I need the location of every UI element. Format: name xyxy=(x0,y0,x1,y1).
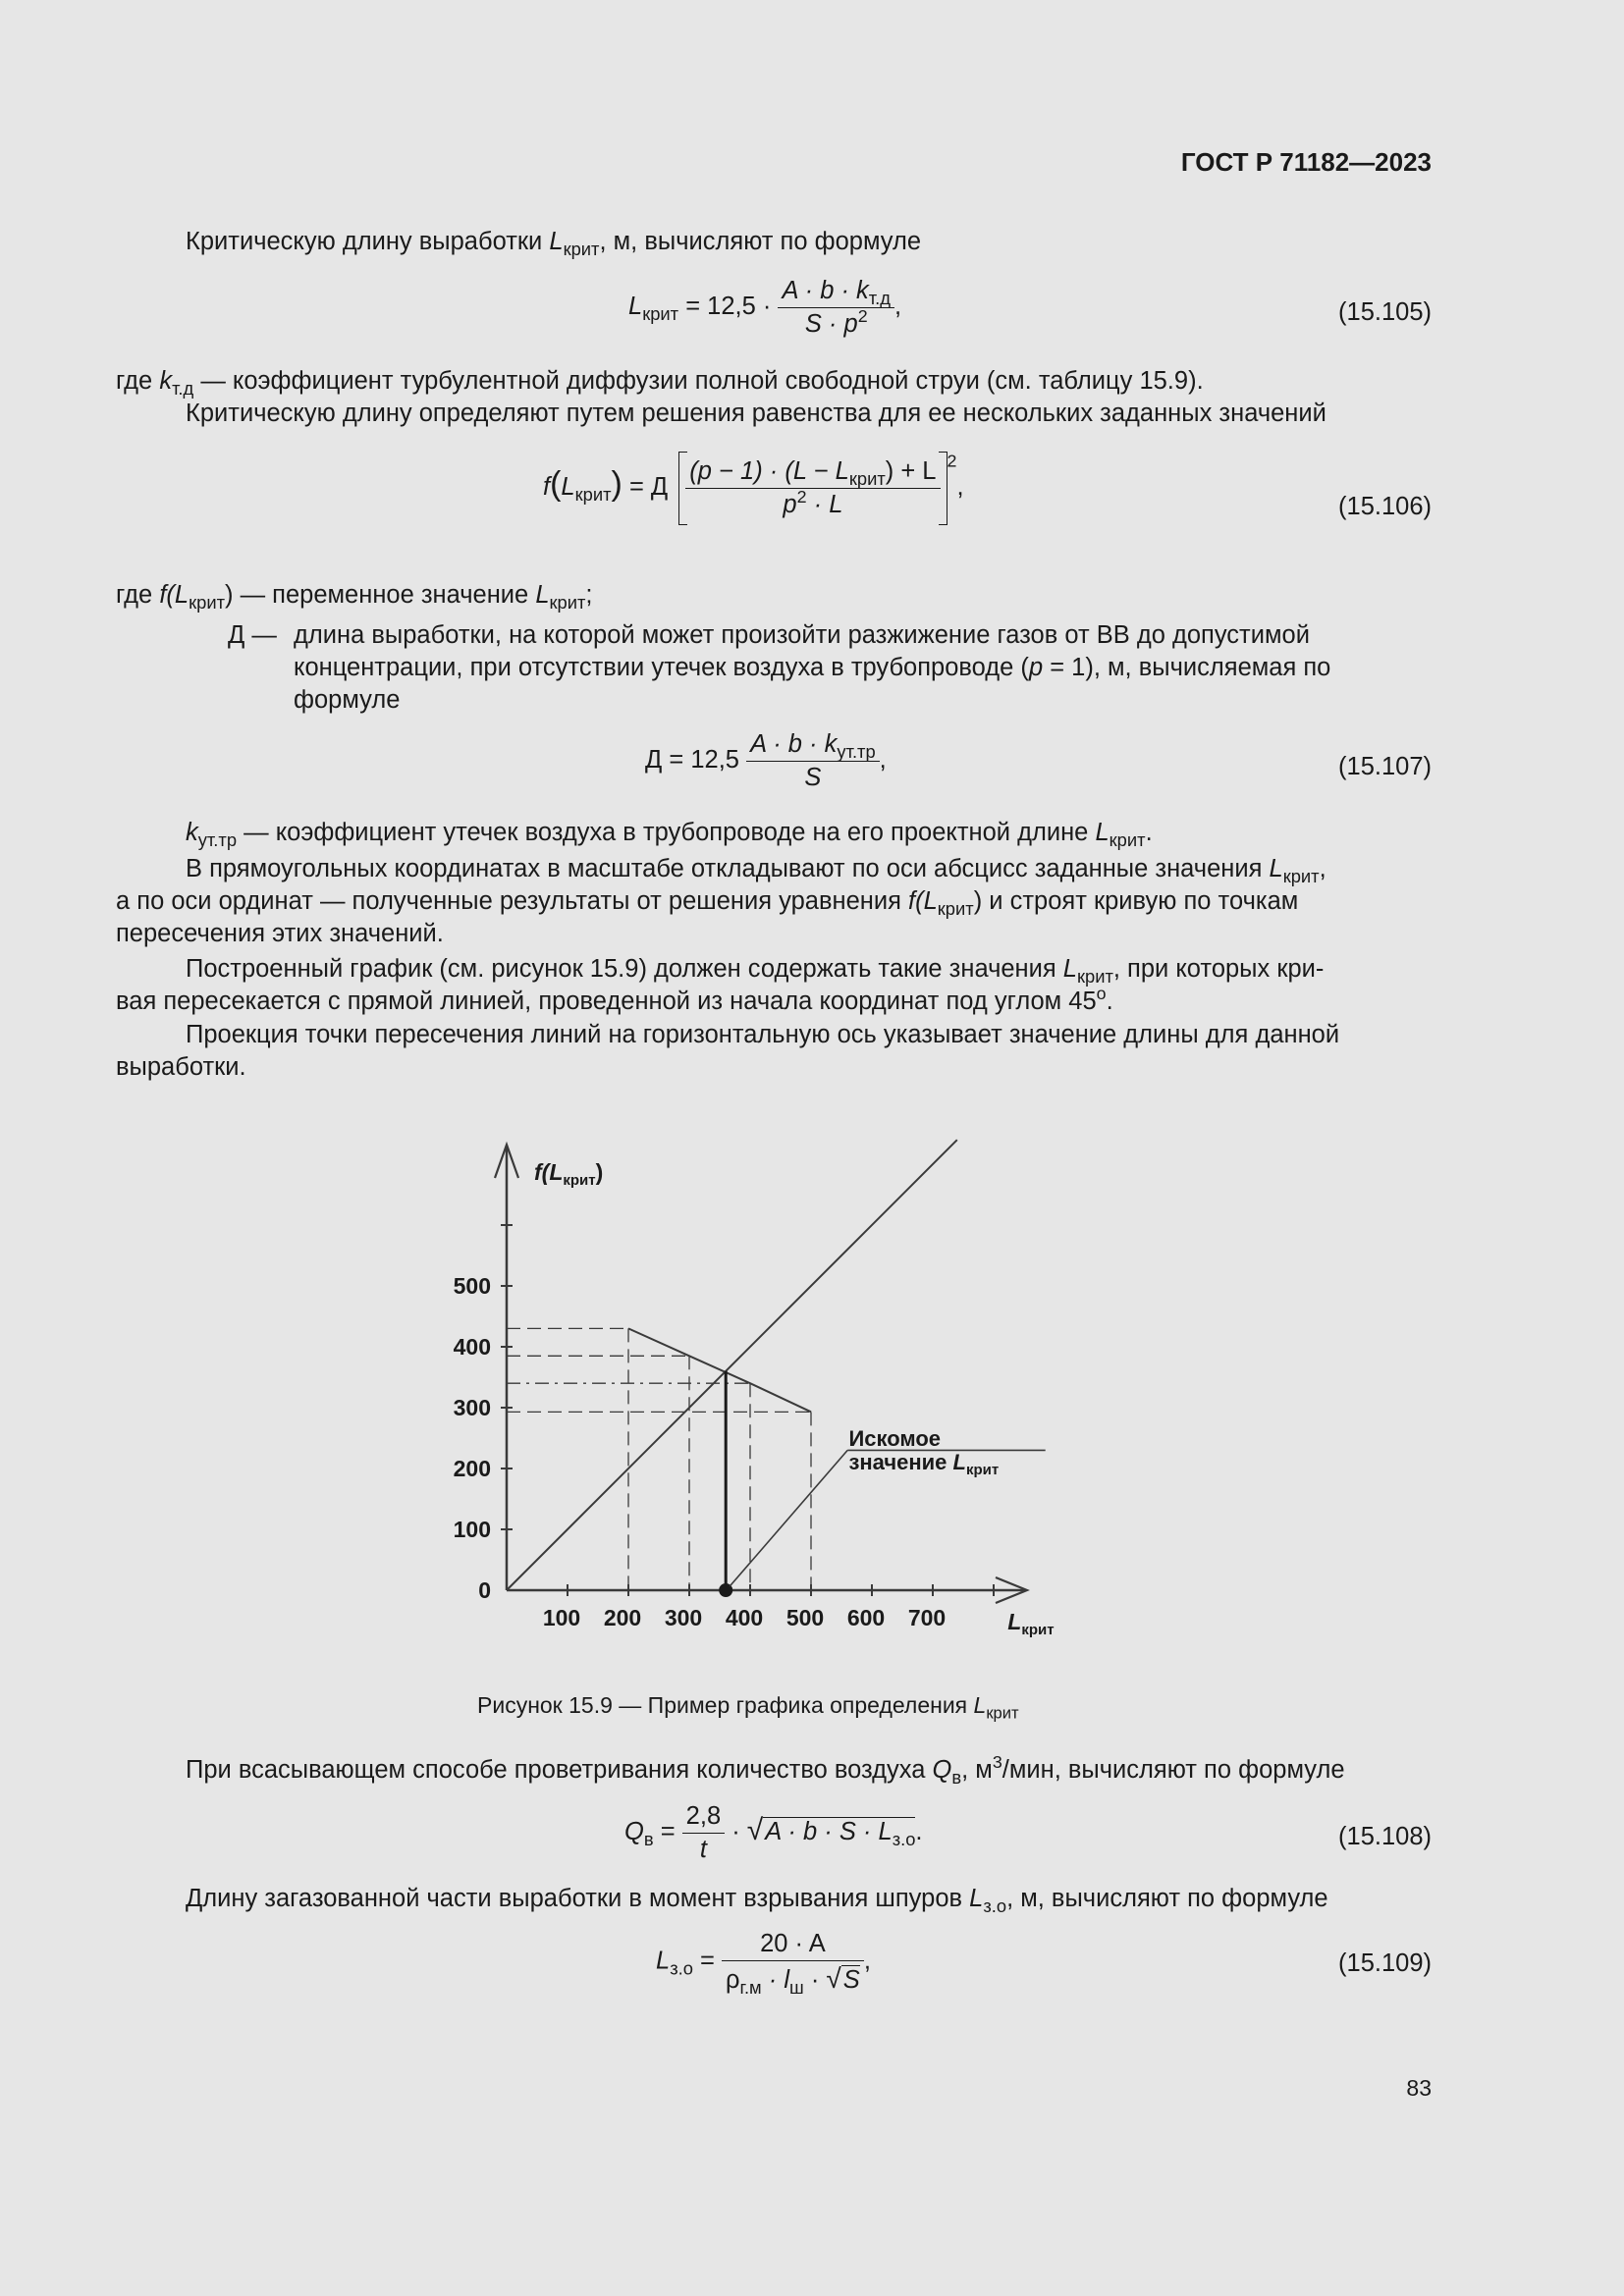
equation-number-15-107: (15.107) xyxy=(1338,753,1432,780)
x-tick-label: 700 xyxy=(907,1605,947,1630)
definition-D-line1: длина выработки, на которой может произойти разжижение газов от ВВ до допустимой xyxy=(294,621,1310,649)
x-tick-label: 300 xyxy=(664,1605,703,1630)
figure-15-9-chart xyxy=(432,1129,1100,1649)
paragraph-projection-l1: Проекция точки пересечения линий на горизонтальную ось указывает значение длины для данной xyxy=(186,1021,1340,1048)
annotation-line2: значение $L_{крит}$ xyxy=(848,1450,1000,1479)
y-tick-label: 500 xyxy=(453,1273,491,1299)
document-id: ГОСТ Р 71182—2023 xyxy=(1180,147,1432,177)
equation-15-107: Д = 12,5 $\frac{A \cdot b \cdot k_{ут.тр}}{S}$ , xyxy=(645,730,887,791)
y-tick-label: 0 xyxy=(478,1577,491,1603)
y-tick-label: 200 xyxy=(453,1456,491,1481)
y-axis-label: $f(L_{крит})$ xyxy=(534,1159,604,1189)
definition-kut: $k_{ут.тр}$ — коэффициент утечек воздуха в трубопроводе на его проектной длине $L_{крит}$. xyxy=(186,819,1153,850)
definition-D-line2: концентрации, при отсутствии утечек воздуха в трубопроводе (p = 1), м, вычисляемая по xyxy=(294,654,1331,681)
equation-15-106: $f(L_{крит}) = Д$ $\frac{(p - 1) \cdot (L - L_{крит}) + L}{p^2 \cdot L}$ $^2$, xyxy=(543,452,964,525)
paragraph-coordinates-l1: В прямоугольных координатах в масштабе откладывают по оси абсцисс заданные значения $L_{крит}$, xyxy=(186,855,1326,886)
x-tick-label: 200 xyxy=(603,1605,642,1630)
x-tick-label: 400 xyxy=(725,1605,764,1630)
definition-ktd: где $k_{т.д}$ — коэффициент турбулентной диффузии полной свободной струи (см. таблицу 15.9). xyxy=(116,367,1204,399)
x-tick-label: 100 xyxy=(542,1605,581,1630)
equation-15-105: $L_{крит} = 12,5$ · $\frac{A \cdot b \cdot k_{т.д}}{S \cdot p^2}$ , xyxy=(628,277,902,338)
definition-D-line3: формуле xyxy=(294,686,401,714)
equation-number-15-108: (15.108) xyxy=(1338,1823,1432,1850)
equation-15-108: $Q_в$ = $\frac{2,8}{t}$ · $√A \cdot b \cdot S \cdot L_{з.о}$. xyxy=(624,1802,923,1863)
paragraph-graph-l1: Построенный график (см. рисунок 15.9) должен содержать такие значения $L_{крит}$, при которых кри- xyxy=(186,955,1325,987)
equation-number-15-105: (15.105) xyxy=(1338,298,1432,326)
paragraph-projection-l2: выработки. xyxy=(116,1053,246,1081)
equation-number-15-109: (15.109) xyxy=(1338,1949,1432,1977)
paragraph-air-quantity: При всасывающем способе проветривания количество воздуха $Q_в$, $м^3$/мин, вычисляют по формуле xyxy=(186,1752,1345,1788)
x-tick-label: 500 xyxy=(785,1605,825,1630)
paragraph-critical-length: Критическую длину выработки $L_{крит}$, м, вычисляют по формуле xyxy=(186,228,922,259)
paragraph-gassed-length: Длину загазованной части выработки в момент взрывания шпуров $L_{з.о}$, м, вычисляют по формуле xyxy=(186,1885,1328,1916)
y-tick-label: 300 xyxy=(453,1395,491,1420)
equation-15-109: $L_{з.о}$ = $\frac{20 \cdot A}{\rho_{г.м} \cdot l_ш \cdot √S}$ , xyxy=(656,1930,871,1998)
paragraph-coordinates-l2: а по оси ординат — полученные результаты от решения уравнения $f(L_{крит})$ и строят кривую по точкам xyxy=(116,887,1299,919)
annotation-leader xyxy=(730,1450,847,1586)
x-axis-label: $L_{крит}$ xyxy=(1007,1609,1055,1638)
y-tick-label: 400 xyxy=(453,1334,491,1360)
paragraph-coordinates-l3: пересечения этих значений. xyxy=(116,920,444,947)
page-number: 83 xyxy=(1406,2075,1432,2101)
y-tick-label: 100 xyxy=(453,1517,491,1542)
curve-f-lcrit xyxy=(628,1328,811,1412)
paragraph-graph-l2: вая пересекается с прямой линией, проведенной из начала координат под углом $45^о$. xyxy=(116,984,1113,1015)
figure-caption: Рисунок 15.9 — Пример графика определения $L_{крит}$ xyxy=(477,1692,1019,1723)
paragraph-critical-length-method: Критическую длину определяют путем решения равенства для ее нескольких заданных значений xyxy=(186,400,1326,427)
annotation-line1: Искомое xyxy=(848,1426,942,1452)
definition-D-symbol: Д — xyxy=(228,621,277,649)
definition-f: где $f(L_{крит})$ — переменное значение $L_{крит}$; xyxy=(116,581,593,613)
x-tick-label: 600 xyxy=(846,1605,886,1630)
equation-number-15-106: (15.106) xyxy=(1338,493,1432,520)
diagonal-45-line xyxy=(507,1140,957,1590)
